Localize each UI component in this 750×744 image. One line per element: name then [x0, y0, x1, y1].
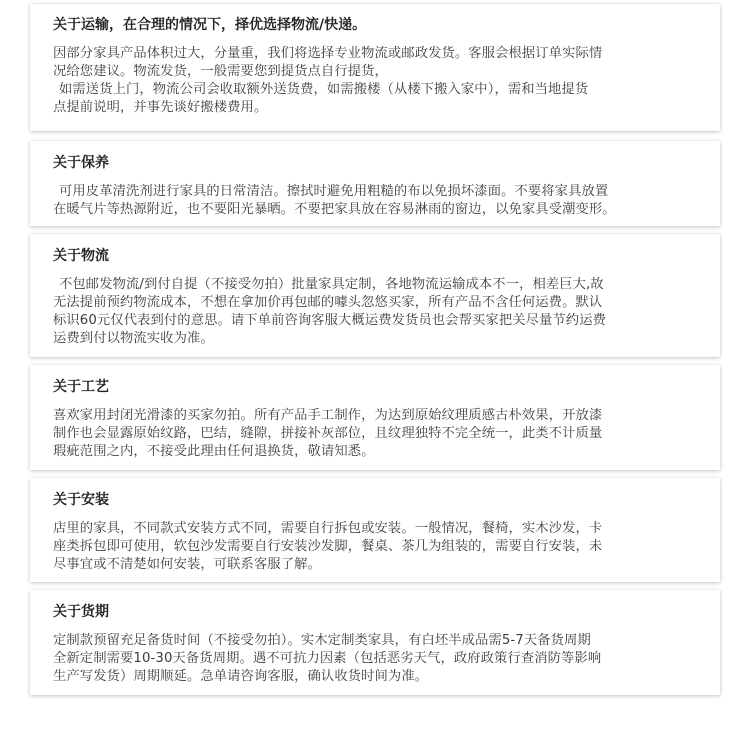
section-line: 在暖气片等热源附近，也不要阳光暴晒。不要把家具放在容易淋雨的窗边，以免家具受潮变形。 — [53, 202, 616, 217]
section-line: 如需送货上门，物流公司会收取额外送货费，如需搬楼（从楼下搬入家中），需和当地提货 — [59, 82, 589, 97]
section-line: 定制款预留充足备货时间（不接受勿拍）。实木定制类家具，有白坯半成品需5-7天备货周期 — [53, 633, 591, 648]
section-installation — [30, 478, 720, 582]
section-title: 关于工艺 — [53, 379, 109, 395]
section-line: 运费到付以物流实收为准。 — [53, 331, 214, 346]
section-line: 喜欢家用封闭光滑漆的买家勿拍。所有产品手工制作，为达到原始纹理质感古朴效果，开放漆 — [53, 408, 603, 423]
section-line: 座类拆包即可使用，软包沙发需要自行安装沙发脚，餐桌、茶几为组装的，需要自行安装，未 — [53, 539, 603, 554]
section-shipping — [30, 4, 720, 131]
section-line: 制作也会显露原始纹路，巴结，缝隙，拼接补灰部位，且纹理独特不完全统一，此类不计质量 — [53, 426, 603, 441]
section-line: 生产写发货）周期顺延。急单请咨询客服，确认收货时间为准。 — [53, 669, 429, 684]
section-line: 不包邮发物流/到付自提（不接受勿拍）批量家具定制，各地物流运输成本不一，相差巨大,故 — [59, 277, 604, 292]
section-title: 关于保养 — [53, 155, 109, 171]
section-line: 可用皮革清洗剂进行家具的日常清洁。擦拭时避免用粗糙的布以免损坏漆面。不要将家具放置 — [59, 184, 609, 199]
section-line: 况给您建议。物流发货，一般需要您到提货点自行提货， — [53, 64, 388, 79]
section-line: 店里的家具，不同款式安装方式不同，需要自行拆包或安装。一般情况，餐椅，实木沙发，卡 — [53, 521, 603, 536]
section-maintenance — [30, 141, 720, 226]
section-delivery-time — [30, 590, 720, 695]
section-line: 标识60元仅代表到付的意思。请下单前咨询客服大概运费发货员也会帮买家把关尽量节约运费 — [53, 313, 606, 328]
section-line: 无法提前预约物流成本，不想在拿加价再包邮的噱头忽悠买家，所有产品不含任何运费。默认 — [53, 295, 603, 310]
section-line: 点提前说明，并事先谈好搬楼费用。 — [53, 100, 268, 115]
section-craftsmanship — [30, 365, 720, 470]
section-title: 关于运输，在合理的情况下，择优选择物流/快递。 — [53, 17, 367, 33]
section-line: 因部分家具产品体积过大，分量重，我们将选择专业物流或邮政发货。客服会根据订单实际情 — [53, 46, 603, 61]
section-title: 关于安装 — [53, 492, 109, 508]
section-line: 瑕疵范围之内，不接受此理由任何退换货，敬请知悉。 — [53, 444, 375, 459]
section-title: 关于物流 — [53, 248, 109, 264]
section-logistics — [30, 234, 720, 357]
section-title: 关于货期 — [53, 604, 109, 620]
section-line: 尽事宜或不清楚如何安装，可联系客服了解。 — [53, 557, 321, 572]
section-line: 全新定制需要10-30天备货周期。遇不可抗力因素（包括恶劣天气，政府政策行查消防等影响 — [53, 651, 602, 666]
